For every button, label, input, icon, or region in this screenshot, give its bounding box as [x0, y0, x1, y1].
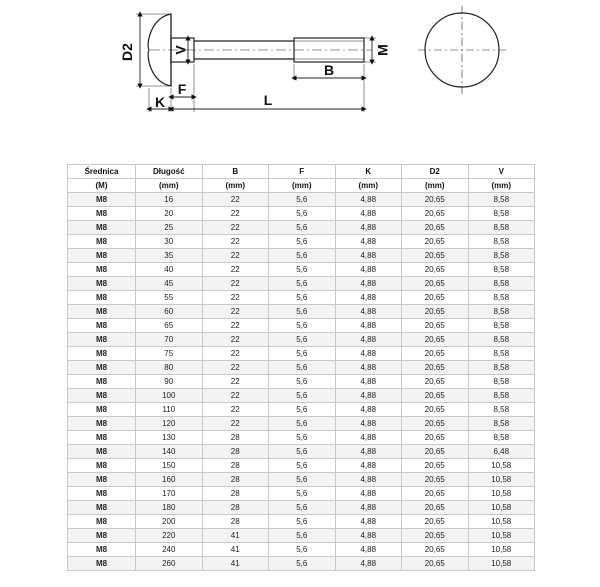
table-cell: 4,88	[335, 417, 402, 431]
table-cell: 4,88	[335, 389, 402, 403]
spec-table-body	[68, 193, 535, 571]
table-cell: 20,65	[402, 305, 469, 319]
table-cell: 65	[136, 319, 203, 333]
table-cell: 10,58	[468, 501, 535, 515]
table-cell: 4,88	[335, 263, 402, 277]
table-cell: 20	[136, 207, 203, 221]
table-cell: 4,88	[335, 347, 402, 361]
table-cell: 4,88	[335, 375, 402, 389]
table-cell: 22	[202, 347, 269, 361]
table-cell: 55	[136, 291, 203, 305]
table-cell: 4,88	[335, 193, 402, 207]
column-header: F	[269, 165, 336, 179]
table-cell: M8	[68, 249, 136, 263]
table-cell: 5,6	[269, 389, 336, 403]
table-cell: 20,65	[402, 459, 469, 473]
table-cell: 22	[202, 403, 269, 417]
table-row	[68, 207, 535, 221]
table-cell: 5,6	[269, 235, 336, 249]
table-cell: 130	[136, 431, 203, 445]
table-cell: 170	[136, 487, 203, 501]
table-cell: 20,65	[402, 333, 469, 347]
table-cell: 20,65	[402, 319, 469, 333]
table-cell: M8	[68, 459, 136, 473]
table-cell: 4,88	[335, 319, 402, 333]
table-cell: 90	[136, 375, 203, 389]
table-row	[68, 515, 535, 529]
table-cell: 4,88	[335, 473, 402, 487]
table-cell: 20,65	[402, 487, 469, 501]
table-row	[68, 347, 535, 361]
table-cell: 60	[136, 305, 203, 319]
table-cell: 4,88	[335, 459, 402, 473]
table-row	[68, 459, 535, 473]
dim-label-k: K	[154, 94, 166, 110]
table-cell: M8	[68, 529, 136, 543]
table-cell: 8,58	[468, 347, 535, 361]
table-cell: 8,58	[468, 389, 535, 403]
dim-label-m: M	[374, 44, 391, 56]
table-cell: M8	[68, 207, 136, 221]
table-cell: 100	[136, 389, 203, 403]
table-cell: 4,88	[335, 403, 402, 417]
column-header: B	[202, 165, 269, 179]
table-cell: 4,88	[335, 277, 402, 291]
table-cell: 8,58	[468, 207, 535, 221]
table-cell: 20,65	[402, 347, 469, 361]
table-cell: 8,58	[468, 235, 535, 249]
table-cell: 22	[202, 319, 269, 333]
table-cell: 5,6	[269, 515, 336, 529]
table-cell: M8	[68, 375, 136, 389]
table-cell: 4,88	[335, 235, 402, 249]
table-cell: 8,58	[468, 249, 535, 263]
table-cell: M8	[68, 235, 136, 249]
table-cell: 8,58	[468, 291, 535, 305]
table-cell: 25	[136, 221, 203, 235]
table-cell: 5,6	[269, 403, 336, 417]
table-cell: 70	[136, 333, 203, 347]
table-cell: M8	[68, 543, 136, 557]
table-cell: 5,6	[269, 431, 336, 445]
column-header: K	[335, 165, 402, 179]
table-cell: 41	[202, 529, 269, 543]
table-cell: 5,6	[269, 375, 336, 389]
table-cell: 41	[202, 557, 269, 571]
table-cell: 20,65	[402, 235, 469, 249]
table-cell: 5,6	[269, 529, 336, 543]
table-cell: 5,6	[269, 193, 336, 207]
table-cell: 20,65	[402, 375, 469, 389]
table-cell: 20,65	[402, 403, 469, 417]
table-cell: 20,65	[402, 473, 469, 487]
header-row	[68, 179, 535, 193]
table-cell: 16	[136, 193, 203, 207]
table-cell: 28	[202, 487, 269, 501]
table-cell: 4,88	[335, 361, 402, 375]
table-cell: 4,88	[335, 515, 402, 529]
table-cell: 22	[202, 249, 269, 263]
table-cell: 20,65	[402, 263, 469, 277]
table-cell: 22	[202, 389, 269, 403]
table-row	[68, 501, 535, 515]
table-cell: 22	[202, 375, 269, 389]
dim-label-f: F	[177, 81, 187, 97]
table-cell: 20,65	[402, 291, 469, 305]
table-row	[68, 221, 535, 235]
table-cell: 6,48	[468, 445, 535, 459]
table-cell: 5,6	[269, 221, 336, 235]
table-cell: M8	[68, 487, 136, 501]
table-row	[68, 375, 535, 389]
table-cell: M8	[68, 361, 136, 375]
table-cell: 30	[136, 235, 203, 249]
spec-table-header	[68, 165, 535, 193]
table-cell: 4,88	[335, 431, 402, 445]
table-cell: 160	[136, 473, 203, 487]
column-header: D2	[402, 165, 469, 179]
table-cell: 180	[136, 501, 203, 515]
column-header: (mm)	[335, 179, 402, 193]
table-row	[68, 263, 535, 277]
table-cell: 4,88	[335, 221, 402, 235]
table-cell: M8	[68, 557, 136, 571]
table-row	[68, 235, 535, 249]
table-cell: 10,58	[468, 557, 535, 571]
table-cell: 20,65	[402, 361, 469, 375]
table-cell: 22	[202, 193, 269, 207]
table-cell: 22	[202, 291, 269, 305]
table-cell: 5,6	[269, 543, 336, 557]
table-cell: 5,6	[269, 305, 336, 319]
table-cell: 10,58	[468, 529, 535, 543]
table-row	[68, 361, 535, 375]
table-cell: 10,58	[468, 473, 535, 487]
table-row	[68, 487, 535, 501]
table-cell: 10,58	[468, 487, 535, 501]
table-row	[68, 557, 535, 571]
table-cell: 28	[202, 431, 269, 445]
table-cell: M8	[68, 403, 136, 417]
table-cell: 140	[136, 445, 203, 459]
table-cell: 22	[202, 221, 269, 235]
table-cell: 5,6	[269, 417, 336, 431]
table-cell: 4,88	[335, 333, 402, 347]
column-header: Średnica	[68, 165, 136, 179]
table-row	[68, 291, 535, 305]
table-cell: 8,58	[468, 417, 535, 431]
table-cell: M8	[68, 431, 136, 445]
table-cell: 4,88	[335, 207, 402, 221]
table-row	[68, 529, 535, 543]
table-cell: 4,88	[335, 445, 402, 459]
dim-label-b: B	[323, 62, 335, 78]
table-cell: M8	[68, 277, 136, 291]
table-cell: M8	[68, 291, 136, 305]
header-row	[68, 165, 535, 179]
table-cell: 4,88	[335, 529, 402, 543]
dim-label-d2: D2	[119, 43, 135, 61]
table-cell: 4,88	[335, 501, 402, 515]
table-cell: 20,65	[402, 515, 469, 529]
column-header: (mm)	[136, 179, 203, 193]
table-cell: M8	[68, 221, 136, 235]
column-header: Długość	[136, 165, 203, 179]
table-cell: 8,58	[468, 403, 535, 417]
table-cell: 22	[202, 277, 269, 291]
table-cell: 5,6	[269, 333, 336, 347]
table-cell: 28	[202, 445, 269, 459]
table-cell: 5,6	[269, 207, 336, 221]
table-cell: 20,65	[402, 389, 469, 403]
table-cell: 20,65	[402, 193, 469, 207]
table-cell: M8	[68, 305, 136, 319]
table-cell: 10,58	[468, 515, 535, 529]
table-cell: M8	[68, 319, 136, 333]
column-header: V	[468, 165, 535, 179]
table-row	[68, 445, 535, 459]
table-cell: 20,65	[402, 529, 469, 543]
table-cell: 28	[202, 501, 269, 515]
table-cell: 20,65	[402, 207, 469, 221]
table-cell: 5,6	[269, 487, 336, 501]
table-row	[68, 319, 535, 333]
table-row	[68, 333, 535, 347]
table-cell: 8,58	[468, 277, 535, 291]
table-cell: 8,58	[468, 361, 535, 375]
table-cell: 200	[136, 515, 203, 529]
table-cell: 5,6	[269, 473, 336, 487]
table-cell: 20,65	[402, 557, 469, 571]
table-cell: 5,6	[269, 263, 336, 277]
table-cell: 28	[202, 473, 269, 487]
table-cell: M8	[68, 389, 136, 403]
bolt-end-view	[418, 6, 506, 94]
table-row	[68, 277, 535, 291]
table-cell: 20,65	[402, 543, 469, 557]
table-cell: 4,88	[335, 249, 402, 263]
table-cell: 20,65	[402, 249, 469, 263]
table-row	[68, 403, 535, 417]
table-cell: M8	[68, 445, 136, 459]
table-cell: 22	[202, 263, 269, 277]
table-cell: 22	[202, 333, 269, 347]
table-cell: 10,58	[468, 543, 535, 557]
table-cell: 8,58	[468, 193, 535, 207]
table-cell: 5,6	[269, 501, 336, 515]
table-cell: 4,88	[335, 291, 402, 305]
bolt-technical-drawing	[0, 0, 600, 130]
table-cell: 20,65	[402, 501, 469, 515]
table-cell: 8,58	[468, 319, 535, 333]
table-cell: 5,6	[269, 459, 336, 473]
table-cell: 40	[136, 263, 203, 277]
table-cell: 22	[202, 417, 269, 431]
table-cell: 22	[202, 305, 269, 319]
table-cell: 110	[136, 403, 203, 417]
column-header: (M)	[68, 179, 136, 193]
table-cell: 20,65	[402, 417, 469, 431]
table-cell: 45	[136, 277, 203, 291]
table-cell: 20,65	[402, 445, 469, 459]
table-cell: 5,6	[269, 249, 336, 263]
table-cell: 22	[202, 361, 269, 375]
table-row	[68, 389, 535, 403]
table-cell: 5,6	[269, 445, 336, 459]
table-row	[68, 543, 535, 557]
table-cell: M8	[68, 417, 136, 431]
table-cell: 260	[136, 557, 203, 571]
table-row	[68, 431, 535, 445]
spec-table-container	[67, 164, 535, 568]
table-cell: 5,6	[269, 319, 336, 333]
table-cell: 28	[202, 459, 269, 473]
table-cell: 120	[136, 417, 203, 431]
dim-label-l: L	[263, 92, 273, 108]
table-cell: 4,88	[335, 305, 402, 319]
column-header: (mm)	[468, 179, 535, 193]
table-cell: 80	[136, 361, 203, 375]
table-cell: M8	[68, 333, 136, 347]
table-cell: 8,58	[468, 375, 535, 389]
table-cell: 22	[202, 207, 269, 221]
table-cell: 240	[136, 543, 203, 557]
column-header: (mm)	[402, 179, 469, 193]
table-cell: 20,65	[402, 277, 469, 291]
dim-label-v: V	[172, 45, 189, 55]
table-cell: 20,65	[402, 431, 469, 445]
table-row	[68, 473, 535, 487]
table-cell: 5,6	[269, 291, 336, 305]
table-row	[68, 249, 535, 263]
table-cell: M8	[68, 263, 136, 277]
table-cell: 8,58	[468, 431, 535, 445]
table-cell: 4,88	[335, 557, 402, 571]
table-cell: 5,6	[269, 347, 336, 361]
table-cell: 22	[202, 235, 269, 249]
column-header: (mm)	[269, 179, 336, 193]
table-cell: 10,58	[468, 459, 535, 473]
table-cell: 41	[202, 543, 269, 557]
table-cell: M8	[68, 515, 136, 529]
table-cell: M8	[68, 193, 136, 207]
table-cell: 8,58	[468, 221, 535, 235]
table-cell: 4,88	[335, 487, 402, 501]
table-cell: 220	[136, 529, 203, 543]
table-cell: 75	[136, 347, 203, 361]
table-cell: 5,6	[269, 361, 336, 375]
table-row	[68, 305, 535, 319]
table-cell: 8,58	[468, 263, 535, 277]
column-header: (mm)	[202, 179, 269, 193]
table-cell: 20,65	[402, 221, 469, 235]
table-cell: 150	[136, 459, 203, 473]
table-cell: 28	[202, 515, 269, 529]
table-cell: M8	[68, 347, 136, 361]
table-row	[68, 193, 535, 207]
table-cell: 35	[136, 249, 203, 263]
table-cell: 4,88	[335, 543, 402, 557]
table-cell: 8,58	[468, 333, 535, 347]
spec-table	[67, 164, 535, 571]
table-cell: M8	[68, 501, 136, 515]
table-cell: 5,6	[269, 277, 336, 291]
table-row	[68, 417, 535, 431]
table-cell: 8,58	[468, 305, 535, 319]
table-cell: 5,6	[269, 557, 336, 571]
table-cell: M8	[68, 473, 136, 487]
